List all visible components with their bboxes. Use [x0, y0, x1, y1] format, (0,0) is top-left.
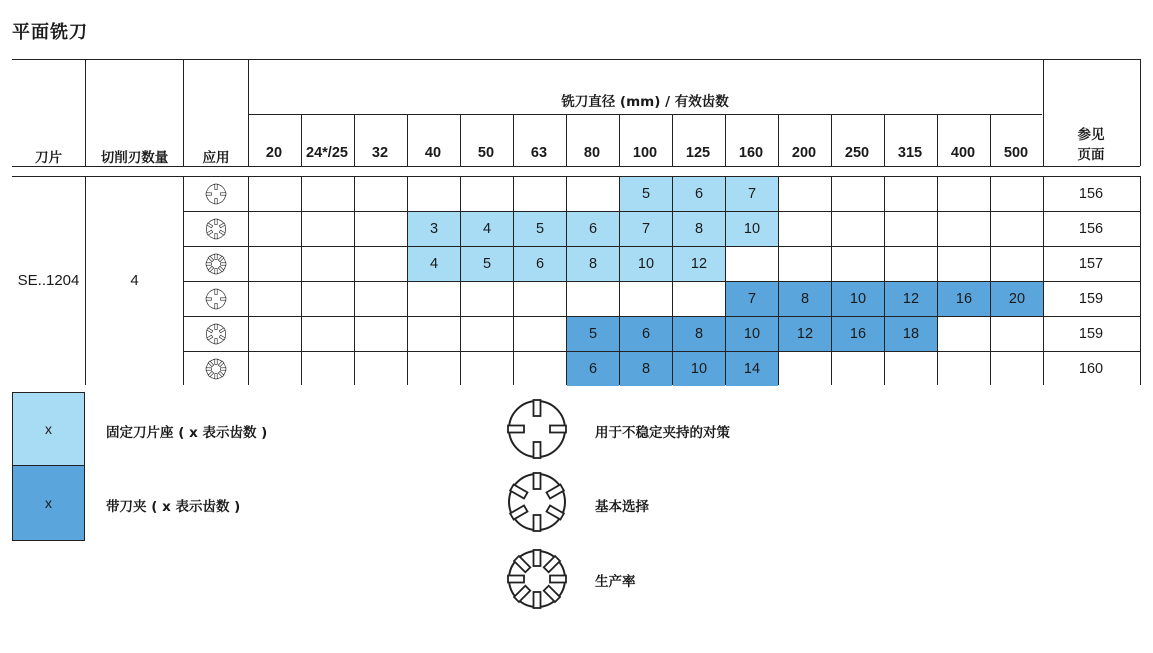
- column-rule: [884, 176, 885, 385]
- reference-page: 157: [1078, 256, 1104, 272]
- column-rule: [884, 114, 885, 166]
- reference-page: 156: [1078, 221, 1104, 237]
- diameter-header: 20: [265, 145, 283, 161]
- teeth-cell: 12: [673, 247, 725, 281]
- diameter-header: 250: [844, 145, 870, 161]
- teeth-cell: 8: [567, 247, 619, 281]
- teeth-cell: 6: [567, 352, 619, 386]
- teeth-cell: 18: [885, 317, 937, 351]
- reference-page: 156: [1078, 186, 1104, 202]
- teeth-cell: 16: [832, 317, 884, 351]
- column-rule: [778, 176, 779, 385]
- column-rule: [672, 176, 673, 385]
- teeth-cell: 10: [726, 212, 778, 246]
- teeth-cell: 4: [461, 212, 513, 246]
- unstable-icon: [184, 177, 248, 211]
- diameter-header: 160: [738, 145, 764, 161]
- column-rule: [566, 176, 567, 385]
- diameter-header: 125: [685, 145, 711, 161]
- diameter-header: 315: [897, 145, 923, 161]
- teeth-cell: 16: [938, 282, 990, 316]
- column-rule: [1043, 59, 1044, 166]
- teeth-cell: 8: [620, 352, 672, 386]
- diameter-header: 500: [1003, 145, 1029, 161]
- teeth-cell: 6: [514, 247, 566, 281]
- insert-name: SE..1204: [17, 272, 80, 289]
- column-rule: [407, 114, 408, 166]
- column-rule: [619, 176, 620, 385]
- teeth-cell: 10: [620, 247, 672, 281]
- legend-fixed-text: 固定刀片座 ( x 表示齿数 ): [106, 425, 268, 441]
- legend-basic-text: 基本选择: [595, 499, 649, 515]
- column-rule: [460, 114, 461, 166]
- teeth-cell: 10: [673, 352, 725, 386]
- column-rule: [183, 176, 184, 385]
- teeth-cell: 7: [726, 282, 778, 316]
- column-rule: [248, 59, 249, 166]
- diameter-header: 100: [632, 145, 658, 161]
- teeth-cell: 8: [779, 282, 831, 316]
- diameter-header: 50: [477, 145, 495, 161]
- teeth-cell: 8: [673, 212, 725, 246]
- column-rule: [725, 176, 726, 385]
- header-reference: [1042, 125, 1140, 165]
- diameter-header: 400: [950, 145, 976, 161]
- productivity-icon: [184, 247, 248, 281]
- basic-icon: [184, 317, 248, 351]
- column-rule: [301, 176, 302, 385]
- column-rule: [513, 114, 514, 166]
- legend-unstable-text: 用于不稳定夹持的对策: [595, 425, 730, 441]
- teeth-cell: 6: [567, 212, 619, 246]
- legend-cartridge-mark: x: [45, 495, 52, 511]
- column-rule: [85, 59, 86, 166]
- teeth-cell: 7: [620, 212, 672, 246]
- teeth-cell: 7: [726, 177, 778, 211]
- column-rule: [831, 176, 832, 385]
- legend-cartridge-text: 带刀夹 ( x 表示齿数 ): [106, 499, 241, 515]
- legend-productivity-text: 生产率: [595, 574, 636, 590]
- header-blade: 刀片: [35, 150, 62, 166]
- column-rule: [831, 114, 832, 166]
- reference-page: 160: [1078, 361, 1104, 377]
- diameter-header-rule: [248, 114, 1042, 115]
- basic-icon: [505, 471, 569, 533]
- column-rule: [725, 114, 726, 166]
- column-rule: [513, 176, 514, 385]
- teeth-cell: 5: [514, 212, 566, 246]
- diameter-header: 24*/25: [306, 145, 348, 161]
- cutting-edge-count: 4: [130, 272, 139, 289]
- column-rule: [937, 176, 938, 385]
- column-rule: [460, 176, 461, 385]
- teeth-cell: 4: [408, 247, 460, 281]
- unstable-icon: [505, 398, 569, 460]
- reference-page: 159: [1078, 291, 1104, 307]
- legend-fixed-swatch: [12, 392, 85, 466]
- teeth-cell: 5: [461, 247, 513, 281]
- teeth-cell: 6: [673, 177, 725, 211]
- column-rule: [183, 59, 184, 166]
- page-title: 平面铣刀: [12, 22, 88, 43]
- diameter-header: 40: [424, 145, 442, 161]
- teeth-cell: 6: [620, 317, 672, 351]
- teeth-cell: 20: [991, 282, 1043, 316]
- diameter-header: 63: [530, 145, 548, 161]
- unstable-icon: [184, 282, 248, 316]
- header-application: 应用: [202, 150, 230, 166]
- column-rule: [990, 176, 991, 385]
- teeth-cell: 10: [832, 282, 884, 316]
- teeth-cell: 5: [567, 317, 619, 351]
- teeth-cell: 5: [620, 177, 672, 211]
- header-diameter-title: 铣刀直径 (mm) / 有效齿数: [561, 94, 729, 110]
- teeth-cell: 12: [885, 282, 937, 316]
- column-rule: [354, 176, 355, 385]
- teeth-cell: 10: [726, 317, 778, 351]
- teeth-cell: 3: [408, 212, 460, 246]
- productivity-icon: [505, 548, 569, 610]
- teeth-cell: 12: [779, 317, 831, 351]
- diameter-header: 200: [791, 145, 817, 161]
- legend-fixed-mark: x: [45, 421, 52, 437]
- column-rule: [1140, 59, 1141, 166]
- column-rule: [990, 114, 991, 166]
- header-reference-line2: 页面: [1077, 147, 1105, 163]
- productivity-icon: [184, 352, 248, 386]
- column-rule: [937, 114, 938, 166]
- teeth-cell: 14: [726, 352, 778, 386]
- basic-icon: [184, 212, 248, 246]
- column-rule: [566, 114, 567, 166]
- column-rule: [407, 176, 408, 385]
- diameter-header: 80: [583, 145, 601, 161]
- header-cutting-edges: 切削刃数量: [100, 150, 169, 166]
- column-rule: [778, 114, 779, 166]
- column-rule: [672, 114, 673, 166]
- reference-page: 159: [1078, 326, 1104, 342]
- body-top-rule: [12, 176, 1140, 177]
- column-rule: [1043, 176, 1044, 385]
- header-reference-line1: 参见: [1077, 127, 1105, 143]
- column-rule: [354, 114, 355, 166]
- column-rule: [301, 114, 302, 166]
- column-rule: [248, 176, 249, 385]
- table-top-rule: [12, 59, 1140, 60]
- teeth-cell: 8: [673, 317, 725, 351]
- column-rule: [619, 114, 620, 166]
- header-bottom-rule: [12, 166, 1140, 167]
- legend-cartridge-swatch: [12, 465, 85, 541]
- column-rule: [1140, 176, 1141, 385]
- diameter-header: 32: [371, 145, 389, 161]
